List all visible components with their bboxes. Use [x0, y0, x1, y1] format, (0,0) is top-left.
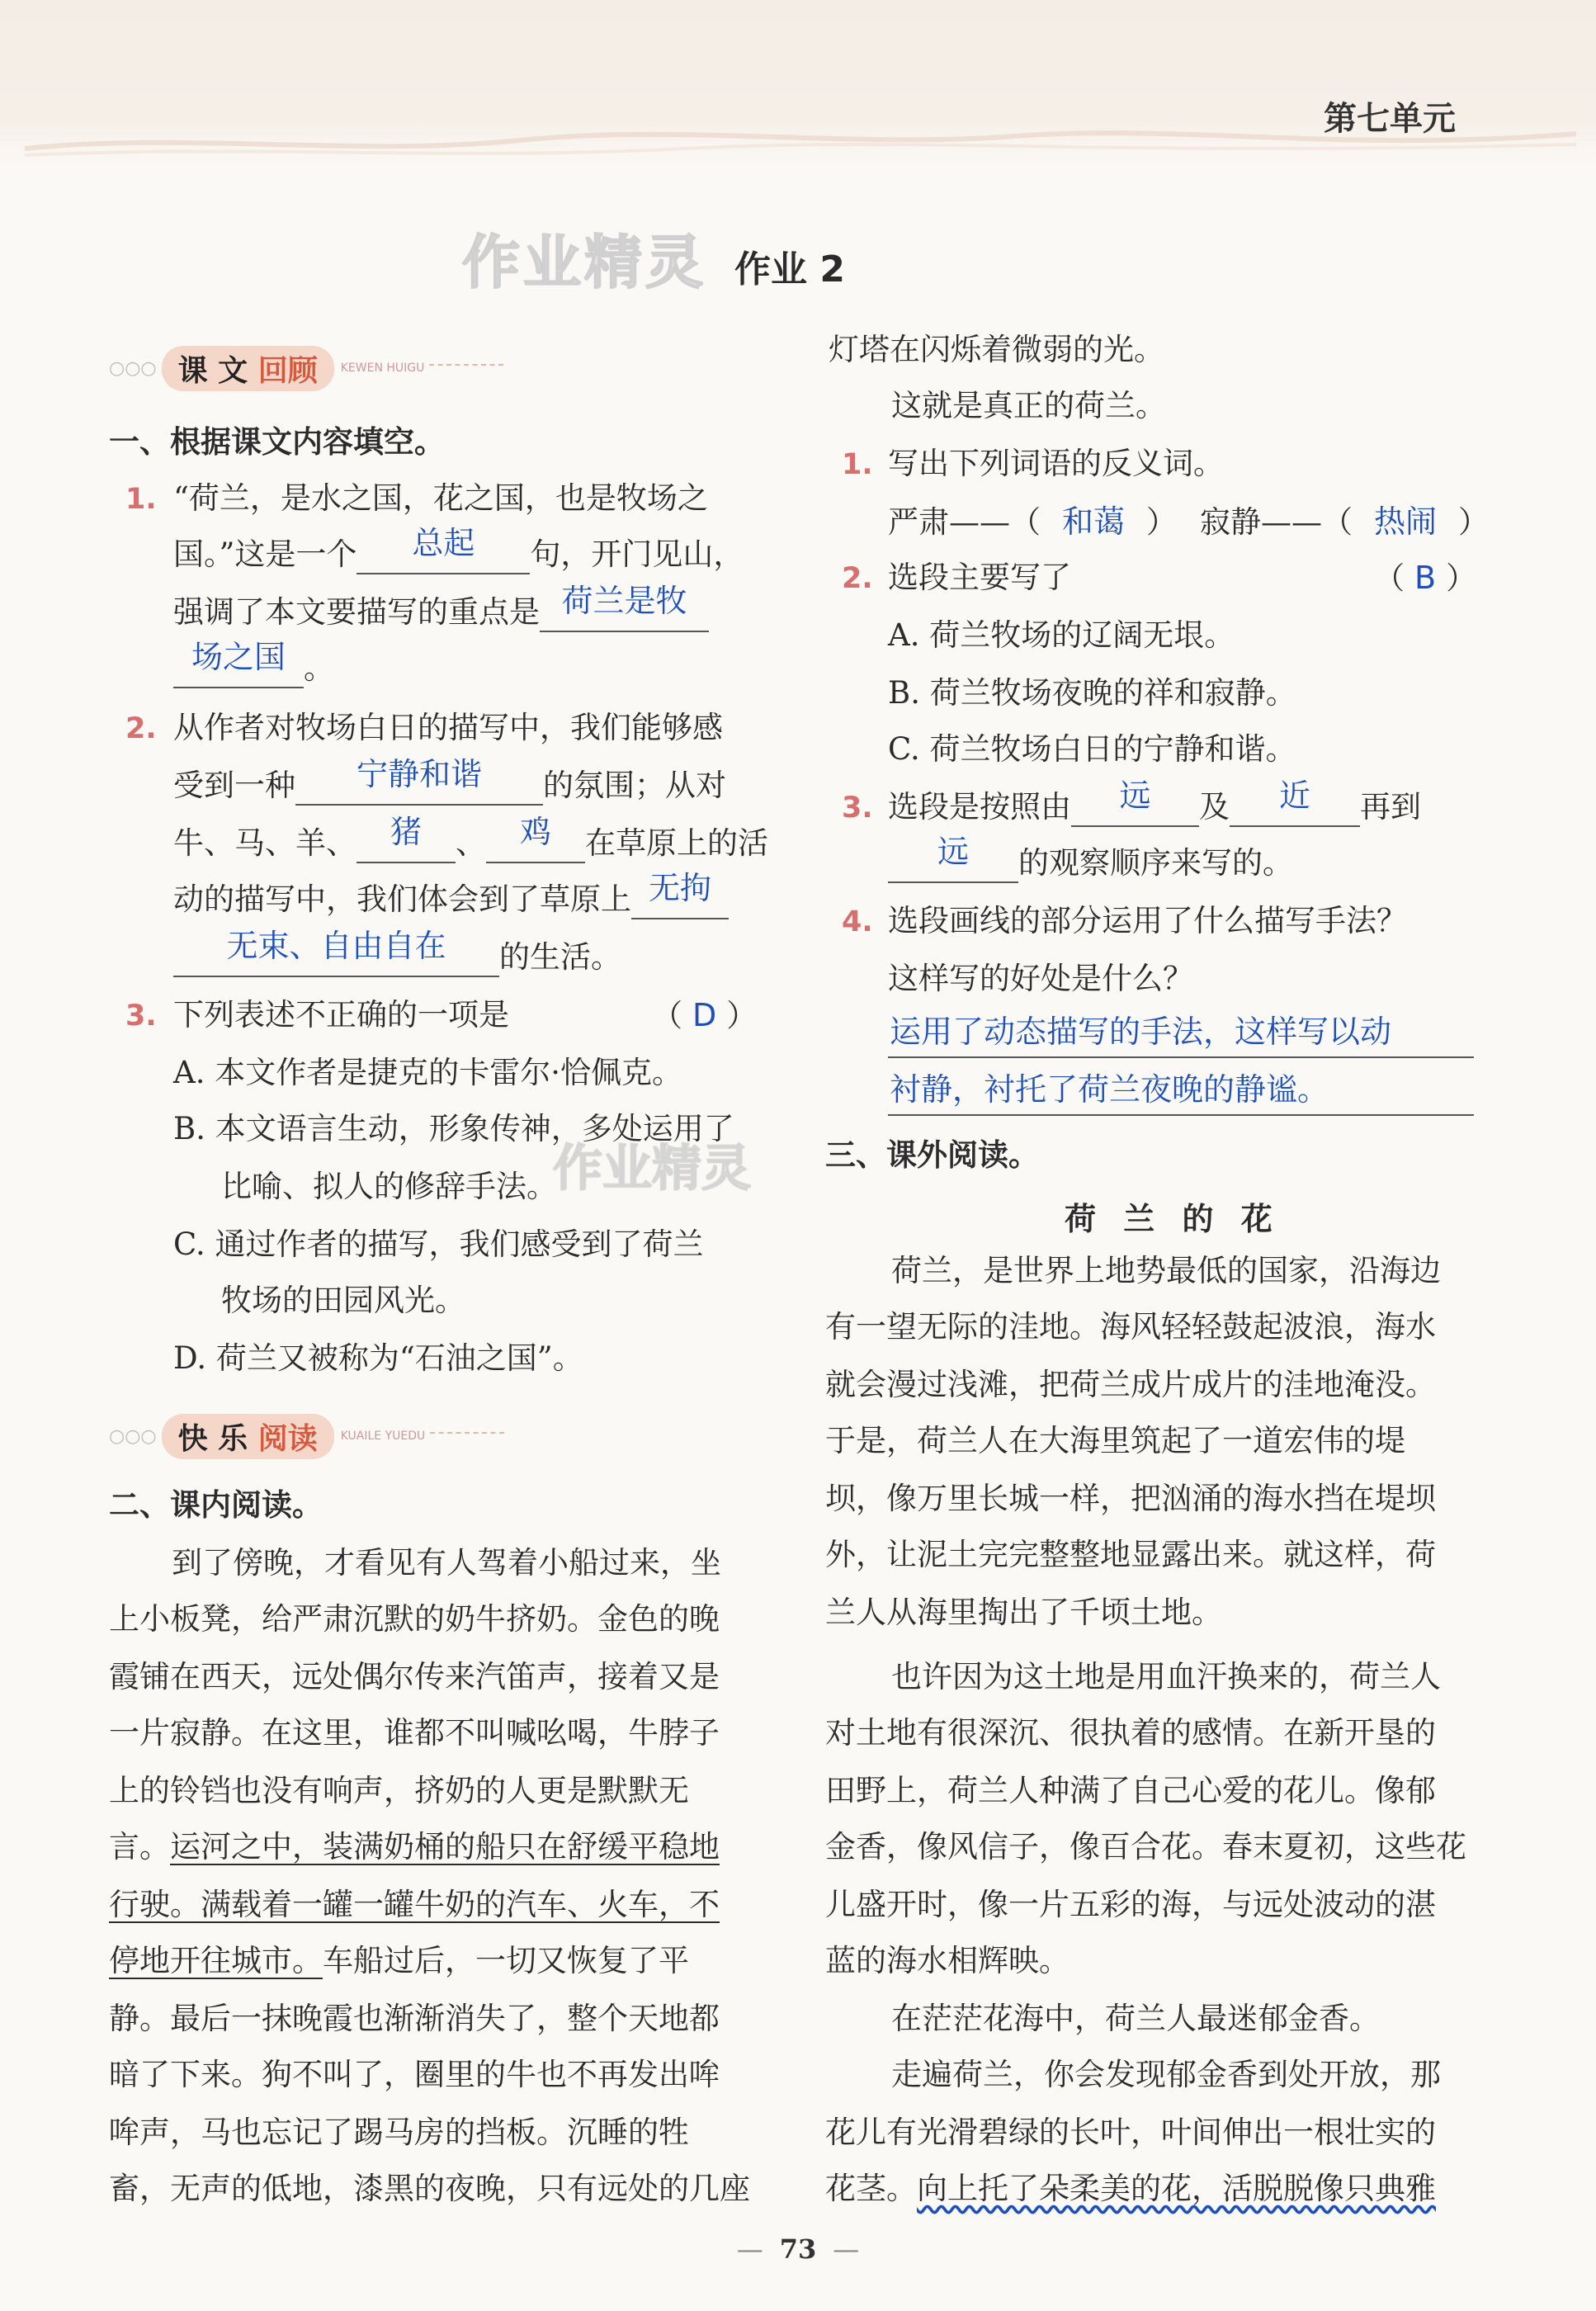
answer-text: 总起 [412, 525, 475, 561]
badge-char: 乐 [218, 1421, 248, 1456]
passage-line: 儿盛开时，像一片五彩的海，与远处波动的湛 [825, 1887, 1436, 1922]
badge-pinyin: KUAILE YUEDU [340, 1430, 426, 1443]
section-badge-review [109, 345, 503, 391]
passage-line: 灯塔在闪烁着微弱的光。 [829, 332, 1164, 367]
section-heading-2: 二、课内阅读。 [109, 1487, 323, 1523]
underlined-text: 停地开往城市。 [109, 1943, 323, 1978]
q2-line3: 牛、马、羊、 猪 、 鸡 在草原上的活 [173, 824, 768, 863]
answer-text: 荷兰是牧 [561, 583, 687, 619]
q1-number: 1. [125, 483, 157, 516]
answer-blank [540, 583, 709, 632]
answer-blank [357, 525, 530, 574]
r-q4-line1: 选段画线的部分运用了什么描写手法？ [888, 903, 1407, 938]
passage-line: 蓝的海水相辉映。 [825, 1943, 1070, 1978]
passage-line: 对土地有很深沉、很执着的感情。在新开垦的 [825, 1715, 1436, 1751]
r-q2-option-c: C. 荷兰牧场白日的宁静和谐。 [888, 731, 1296, 767]
q3-option-d: D. 荷兰又被称为“石油之国”。 [173, 1340, 583, 1376]
passage-line: 金香，像风信子，像百合花。春末夏初，这些花 [825, 1829, 1466, 1864]
answer-blank [888, 834, 1018, 883]
r-q4-line2: 这样写的好处是什么？ [888, 961, 1193, 996]
q2-line2: 受到一种 宁静和谐 的氛围；从对 [173, 766, 726, 806]
passage-line: 田野上，荷兰人种满了自己心爱的花儿。像郁 [825, 1773, 1436, 1808]
badge-accent: 阅读 [257, 1421, 318, 1456]
answer-choice: D [692, 997, 717, 1033]
answer-choice: B [1414, 560, 1437, 596]
passage-line: 兰人从海里掏出了千顷土地。 [825, 1595, 1222, 1630]
passage-line: 哞声，马也忘记了踢马房的挡板。沉睡的牲 [109, 2115, 689, 2150]
badge-accent: 回顾 [257, 353, 318, 388]
unit-label: 第七单元 [1324, 100, 1456, 138]
section-heading-3: 三、课外阅读。 [825, 1137, 1039, 1173]
r-q2-number: 2. [842, 562, 873, 595]
r-q2-answer-paren: （ B ） [1374, 560, 1477, 596]
q2-number: 2. [125, 712, 157, 745]
passage-line: 静。最后一抹晚霞也渐渐消失了，整个天地都 [109, 2001, 720, 2036]
r-q3-number: 3. [842, 792, 873, 825]
q3-answer-paren: （ D ） [652, 997, 758, 1033]
q2-line5: 无束、自由自在 的生活。 [173, 938, 621, 977]
dots-icon: ○○○ [109, 1425, 157, 1447]
q2-line4: 动的描写中，我们体会到了草原上 无拘 [173, 880, 729, 919]
passage-line: 于是，荷兰人在大海里筑起了一道宏伟的堤 [825, 1423, 1405, 1458]
q1-line2: 国。”这是一个 总起 句，开门见山， [173, 535, 744, 574]
answer-text: 运用了动态描写的手法，这样写以动 [890, 1014, 1392, 1050]
q1-line1: “荷兰，是水之国，花之国，也是牧场之 [173, 480, 708, 516]
answer-blank [173, 928, 499, 977]
r-q2-option-b: B. 荷兰牧场夜晚的祥和寂静。 [888, 675, 1296, 711]
answer-text: 宁静和谐 [356, 756, 482, 792]
r-q3-line2: 远 的观察顺序来写的。 [888, 844, 1293, 883]
badge-pinyin: KEWEN HUIGU [340, 362, 425, 375]
q2-line1: 从作者对牧场白日的描写中，我们能够感 [173, 710, 723, 745]
badge-char: 快 [177, 1421, 208, 1456]
badge-char: 课 [177, 353, 208, 388]
answer-text: 热闹 [1374, 503, 1438, 540]
passage-line: 外，让泥土完完整整地显露出来。就这样，荷 [825, 1537, 1436, 1572]
passage-line: 到了傍晚，才看见有人驾着小船过来，坐 [172, 1545, 721, 1581]
wavy-underlined-text: 向上托了朵柔美的花，活脱脱像只典雅 [917, 2171, 1436, 2206]
r-q2-option-a: A. 荷兰牧场的辽阔无垠。 [888, 617, 1235, 653]
passage-line: 荷兰，是世界上地势最低的国家，沿海边 [891, 1253, 1441, 1288]
r-q3-line1: 选段是按照由 远 及 近 再到 [888, 787, 1421, 827]
page-title: 作业 2 [734, 248, 845, 291]
passage-line: 言。运河之中，装满奶桶的船只在舒缓平稳地 [109, 1829, 720, 1864]
answer-line [888, 1114, 1474, 1116]
passage-line: 坝，像万里长城一样，把汹涌的海水挡在堤坝 [825, 1481, 1436, 1516]
q3-option-a: A. 本文作者是捷克的卡雷尔·恰佩克。 [173, 1055, 683, 1090]
passage-line: 上的铃铛也没有响声，挤奶的人更是默默无 [109, 1773, 689, 1808]
passage-line: 就会漫过浅滩，把荷兰成片成片的洼地淹没。 [825, 1367, 1436, 1402]
answer-text: 衬静，衬托了荷兰夜晚的静谧。 [890, 1071, 1329, 1108]
passage-line: 霞铺在西天，远处偶尔传来汽笛声，接着又是 [109, 1659, 720, 1694]
section-badge-reading [109, 1413, 504, 1459]
passage-line: 走遍荷兰，你会发现郁金香到处开放，那 [891, 2057, 1441, 2092]
answer-blank [1071, 777, 1199, 827]
answer-blank [173, 639, 304, 688]
r-q2-stem: 选段主要写了 [888, 560, 1071, 595]
q3-option-b-cont: 比喻、拟人的修辞手法。 [221, 1169, 557, 1204]
answer-blank [486, 814, 585, 863]
underlined-text: 运河之中，装满奶桶的船只在舒缓平稳地 [170, 1829, 720, 1864]
passage-line: 也许因为这土地是用血汗换来的，荷兰人 [891, 1659, 1441, 1694]
answer-blank [631, 870, 729, 919]
answer-line [888, 1056, 1474, 1058]
section-heading-1: 一、根据课文内容填空。 [109, 424, 445, 460]
passage-line: 花儿有光滑碧绿的长叶，叶间伸出一根壮实的 [825, 2115, 1436, 2150]
answer-text: 近 [1278, 777, 1310, 814]
passage-line: 在茫茫花海中，荷兰人最迷郁金香。 [891, 2001, 1380, 2036]
q3-number: 3. [125, 1000, 157, 1033]
r-q1-number: 1. [842, 448, 873, 481]
answer-text: 远 [937, 834, 969, 870]
badge-stripe [430, 1432, 504, 1440]
r-q4-number: 4. [842, 905, 873, 938]
page-number: — 73 — [736, 2233, 860, 2265]
answer-text: 远 [1119, 777, 1151, 814]
q3-option-b: B. 本文语言生动，形象传神，多处运用了 [173, 1111, 734, 1146]
answer-text: 猪 [390, 814, 422, 850]
answer-blank [357, 814, 456, 863]
answer-text: 场之国 [191, 639, 286, 675]
watermark-logo: 作业精灵 [462, 229, 706, 296]
passage-line: 上小板凳，给严肃沉默的奶牛挤奶。金色的晚 [109, 1601, 720, 1637]
answer-text: 和蔼 [1062, 503, 1126, 540]
dots-icon: ○○○ [109, 357, 157, 379]
passage-line: 停地开往城市。车船过后，一切又恢复了平 [109, 1943, 689, 1978]
q1-line4: 场之国 。 [173, 649, 334, 688]
passage-line: 一片寂静。在这里，谁都不叫喊吆喝，牛脖子 [109, 1715, 720, 1751]
passage-line: 花茎。向上托了朵柔美的花，活脱脱像只典雅 [825, 2171, 1436, 2206]
passage-line: 暗了下来。狗不叫了，圈里的牛也不再发出哞 [109, 2057, 720, 2092]
r-q1-stem: 写出下列词语的反义词。 [888, 446, 1224, 481]
badge-char: 文 [218, 353, 248, 388]
r-q1-words: 严肃——（ 和蔼 ） 寂静——（ 热闹 ） [888, 503, 1490, 540]
underlined-text: 行驶。满载着一罐一罐牛奶的汽车、火车，不 [109, 1887, 720, 1922]
reading-title: 荷 兰 的 花 [1065, 1201, 1281, 1237]
q3-option-c: C. 通过作者的描写，我们感受到了荷兰 [173, 1226, 704, 1262]
q3-stem: 下列表述不正确的一项是 [173, 997, 509, 1033]
answer-text: 鸡 [519, 814, 551, 850]
passage-line: 这就是真正的荷兰。 [891, 388, 1166, 423]
watermark-logo: 作业精灵 [553, 1140, 751, 1198]
answer-text: 无拘 [648, 870, 711, 906]
answer-blank [1230, 777, 1360, 827]
answer-text: 无束、自由自在 [226, 928, 446, 964]
answer-blank [295, 756, 543, 806]
passage-line: 有一望无际的洼地。海风轻轻鼓起波浪，海水 [825, 1309, 1436, 1345]
q3-option-c-cont: 牧场的田园风光。 [221, 1283, 465, 1318]
badge-stripe [429, 364, 503, 372]
q1-line3: 强调了本文要描写的重点是 荷兰是牧 [173, 593, 709, 632]
passage-line: 畜，无声的低地，漆黑的夜晚，只有远处的几座 [109, 2171, 750, 2206]
